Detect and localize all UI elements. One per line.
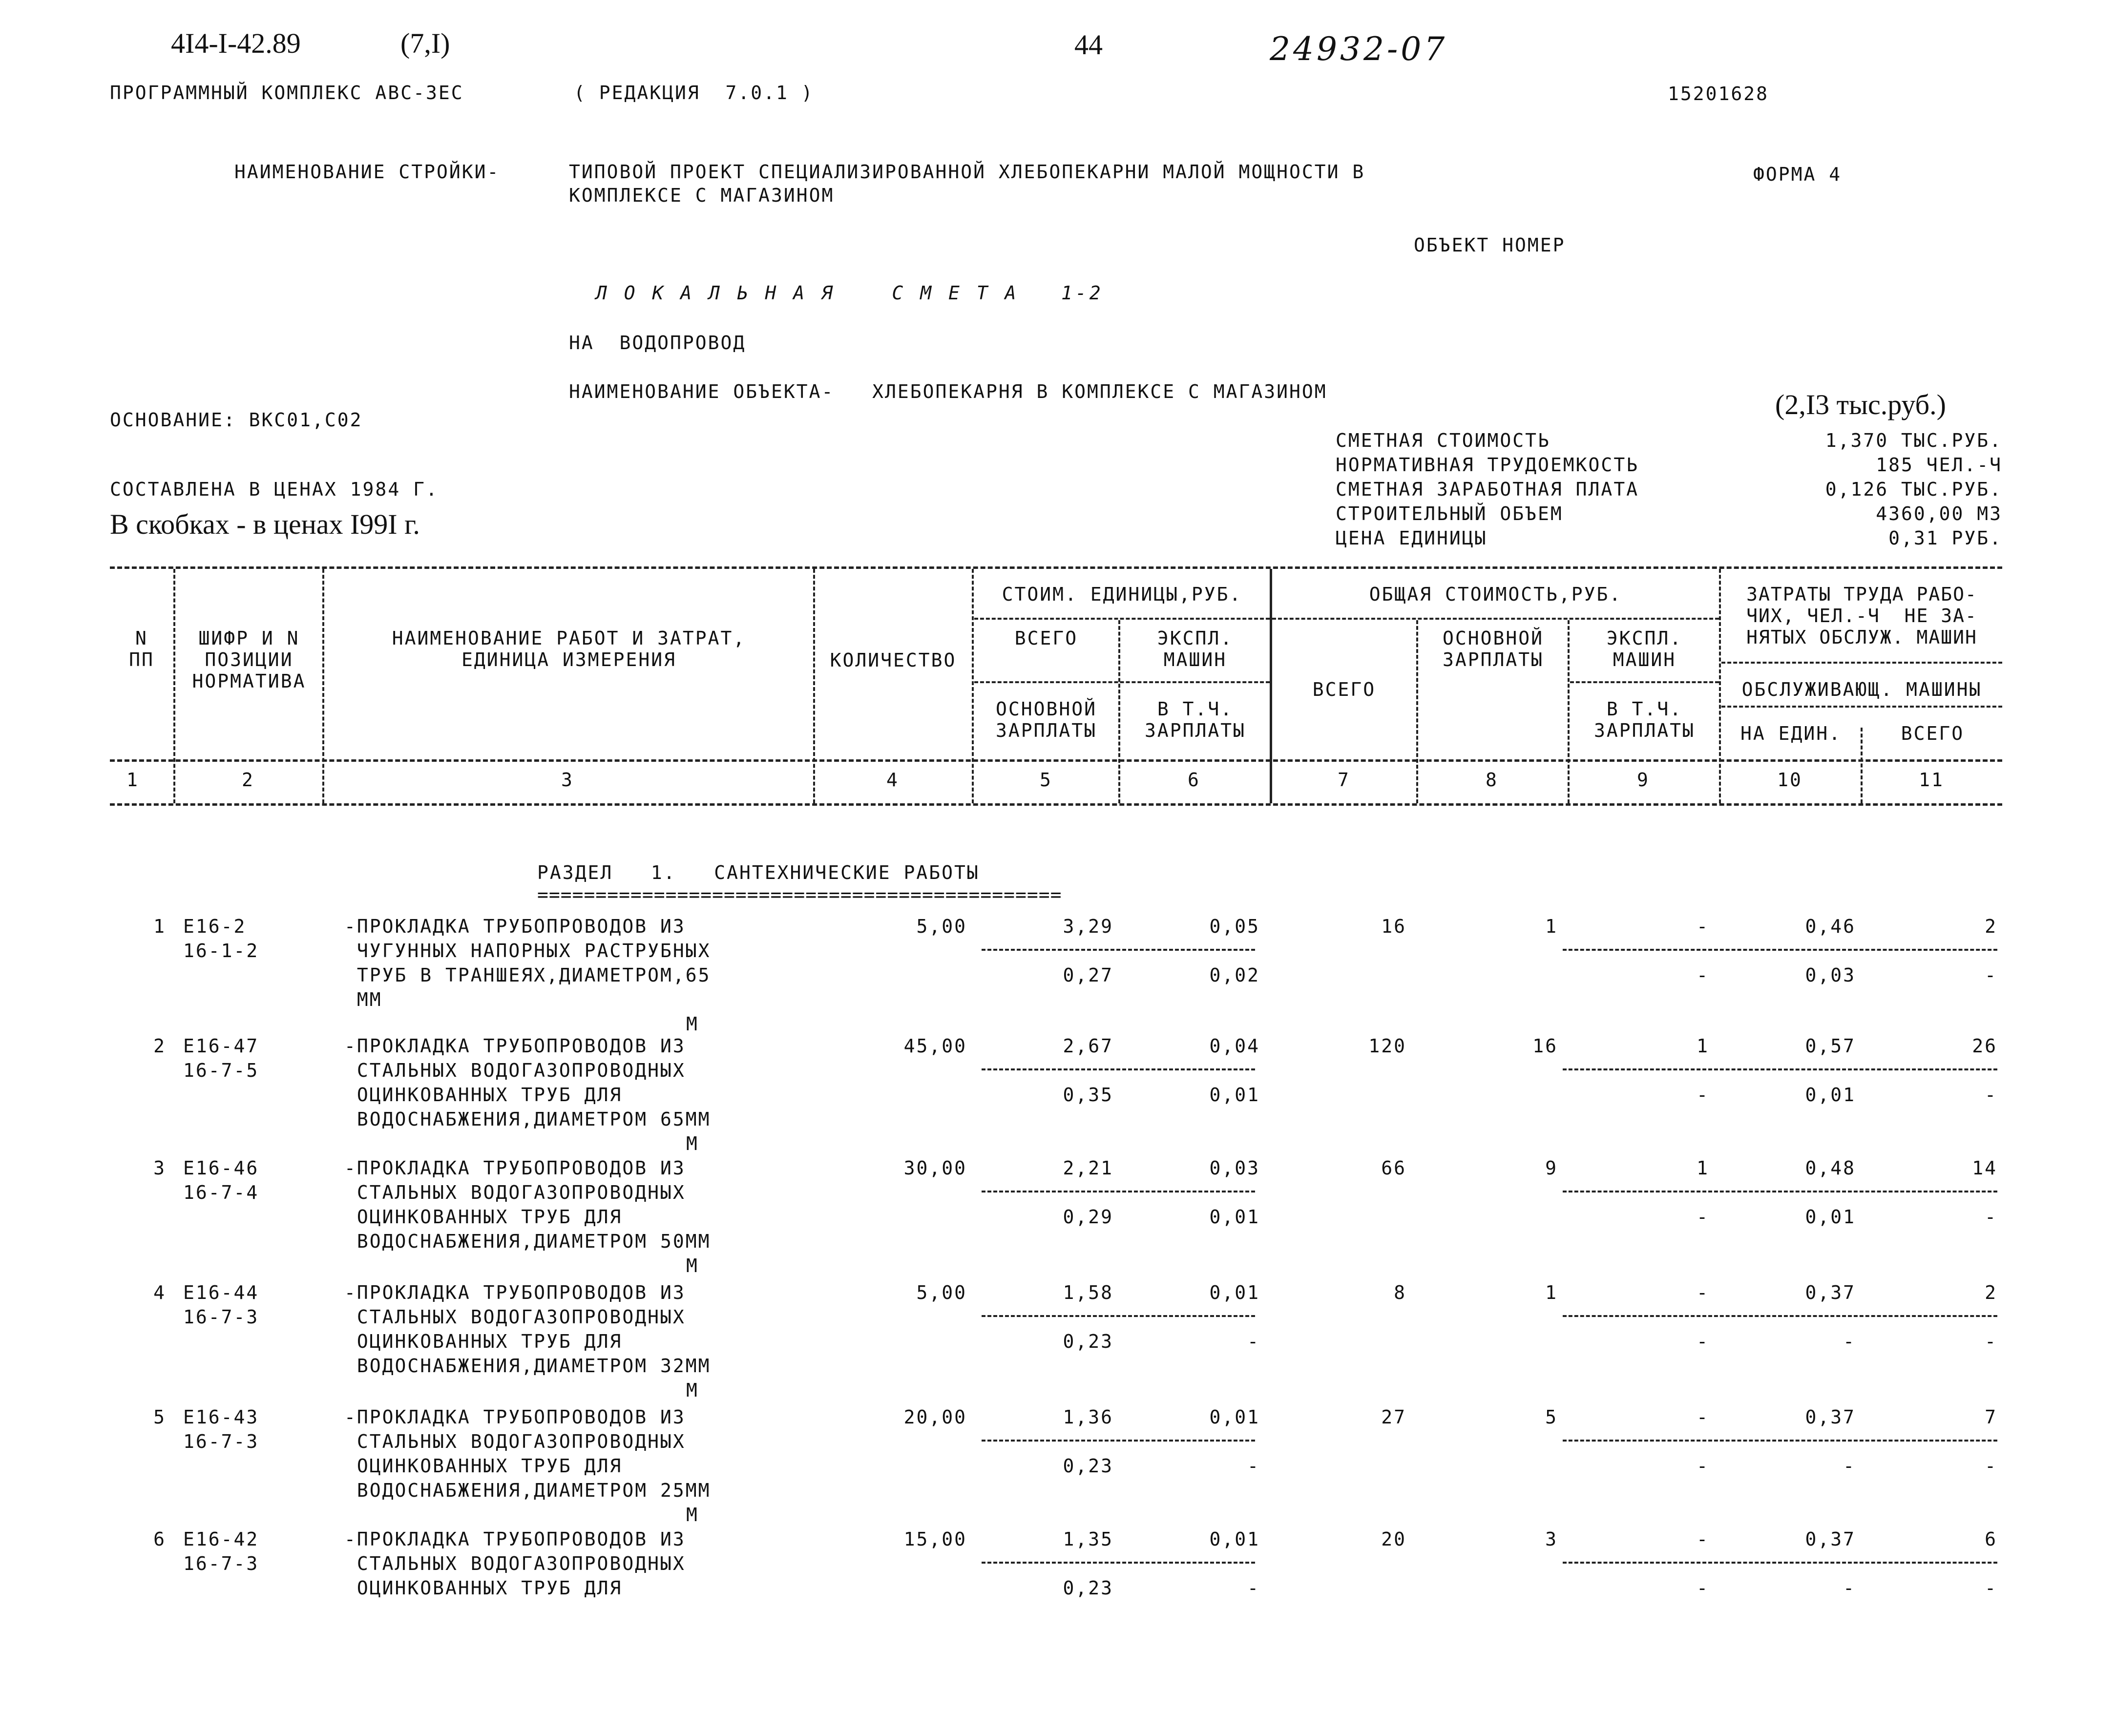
row-labor-total: 2 — [1985, 1282, 1997, 1303]
basis: ОСНОВАНИЕ: ВКС01,С02 — [110, 409, 363, 431]
summary-value: 4360,00 М3 — [1876, 503, 2002, 524]
row-code-2: 16-7-3 — [183, 1306, 259, 1328]
row-unit-pay-machines: - — [1247, 1577, 1260, 1599]
object-name: НАИМЕНОВАНИЕ ОБЪЕКТА- ХЛЕБОПЕКАРНЯ В КОМПЛЕКСЕ С МАГАЗИНОМ — [569, 381, 1327, 402]
row-number: 6 — [153, 1528, 166, 1550]
row-labor-unit-2: - — [1843, 1455, 1856, 1477]
column-number: 4 — [886, 769, 899, 791]
row-expl: - — [1697, 1282, 1709, 1303]
col-header-labor: ЗАТРАТЫ ТРУДА РАБО- ЧИХ, ЧЕЛ.-Ч НЕ ЗА- НЯТЫХ ОБСЛУЖ. МАШИН — [1746, 584, 1977, 648]
row-name-line: -ПРОКЛАДКА ТРУБОПРОВОДОВ ИЗ — [344, 1528, 686, 1550]
form-label: ФОРМА 4 — [1753, 164, 1842, 185]
col-header-qty: КОЛИЧЕСТВО — [830, 649, 957, 671]
volume: (7,I) — [400, 27, 450, 59]
row-name-line: -ПРОКЛАДКА ТРУБОПРОВОДОВ ИЗ — [344, 1406, 686, 1428]
row-name-line: ЧУГУННЫХ НАПОРНЫХ РАСТРУБНЫХ — [344, 940, 711, 962]
row-name-line: -ПРОКЛАДКА ТРУБОПРОВОДОВ ИЗ — [344, 1282, 686, 1303]
row-name-line: ВОДОСНАБЖЕНИЯ,ДИАМЕТРОМ 50ММ — [344, 1231, 711, 1252]
row-unit-total: 1,36 — [1063, 1406, 1113, 1428]
row-number: 1 — [153, 916, 166, 937]
col-header-name: НАИМЕНОВАНИЕ РАБОТ И ЗАТРАТ, ЕДИНИЦА ИЗМЕРЕНИЯ — [392, 627, 746, 670]
row-divider — [982, 949, 1255, 951]
row-pay-expl: - — [1697, 1084, 1709, 1106]
row-unit: М — [686, 1380, 699, 1401]
row-name-line: СТАЛЬНЫХ ВОДОГАЗОПРОВОДНЫХ — [344, 1306, 686, 1328]
row-labor-unit-2: 0,01 — [1805, 1084, 1856, 1106]
summary-label: НОРМАТИВНАЯ ТРУДОЕМКОСТЬ — [1336, 454, 1639, 476]
price-note: (2,I3 тыс.руб.) — [1775, 389, 1946, 420]
row-pay-expl: - — [1697, 964, 1709, 986]
row-expl: - — [1697, 916, 1709, 937]
row-unit-expl: 0,04 — [1209, 1035, 1260, 1057]
column-number: 5 — [1040, 769, 1052, 791]
row-unit-pay: 0,23 — [1063, 1331, 1113, 1352]
row-name-line: ММ — [344, 989, 382, 1010]
row-labor-total-2: - — [1985, 1084, 1997, 1106]
row-total: 66 — [1381, 1157, 1406, 1179]
row-labor-total: 14 — [1972, 1157, 1997, 1179]
row-unit-pay-machines: - — [1247, 1455, 1260, 1477]
row-expl: - — [1697, 1406, 1709, 1428]
program-name: ПРОГРАММНЫЙ КОМПЛЕКС АВС-3ЕС — [110, 82, 464, 104]
row-unit-pay-machines: - — [1247, 1331, 1260, 1352]
doc-code: 4I4-I-42.89 — [171, 27, 301, 59]
column-number: 8 — [1486, 769, 1498, 791]
row-base-pay: 9 — [1545, 1157, 1558, 1179]
section-title: РАЗДЕЛ 1. САНТЕХНИЧЕСКИЕ РАБОТЫ — [537, 862, 980, 883]
row-unit-pay: 0,23 — [1063, 1577, 1113, 1599]
row-base-pay: 16 — [1532, 1035, 1558, 1057]
compiled-in-prices: СОСТАВЛЕНА В ЦЕНАХ 1984 Г. — [110, 479, 439, 500]
row-qty: 30,00 — [903, 1157, 967, 1179]
row-unit-pay: 0,23 — [1063, 1455, 1113, 1477]
col-header-all: ВСЕГО — [1312, 679, 1376, 700]
row-qty: 15,00 — [903, 1528, 967, 1550]
row-code: Е16-46 — [183, 1157, 259, 1179]
row-unit-expl: 0,01 — [1209, 1406, 1260, 1428]
column-number: 11 — [1919, 769, 1944, 791]
column-number: 10 — [1777, 769, 1802, 791]
summary-label: СМЕТНАЯ СТОИМОСТЬ — [1336, 430, 1550, 451]
row-labor-total: 7 — [1985, 1406, 1997, 1428]
row-code: Е16-44 — [183, 1282, 259, 1303]
row-base-pay: 1 — [1545, 1282, 1558, 1303]
row-code: Е16-42 — [183, 1528, 259, 1550]
row-name-line: ОЦИНКОВАННЫХ ТРУБ ДЛЯ — [344, 1331, 623, 1352]
row-expl: 1 — [1697, 1035, 1709, 1057]
row-pay-expl: - — [1697, 1331, 1709, 1352]
column-number: 6 — [1188, 769, 1200, 791]
row-labor-unit-2: 0,01 — [1805, 1206, 1856, 1228]
column-number: 3 — [561, 769, 574, 791]
row-unit-pay-machines: 0,01 — [1209, 1206, 1260, 1228]
row-total: 16 — [1381, 916, 1406, 937]
row-code: Е16-2 — [183, 916, 247, 937]
row-qty: 5,00 — [916, 916, 967, 937]
row-number: 5 — [153, 1406, 166, 1428]
col-header-labor-sub: ОБСЛУЖИВАЮЩ. МАШИНЫ — [1741, 679, 1982, 700]
row-name-line: ВОДОСНАБЖЕНИЯ,ДИАМЕТРОМ 32ММ — [344, 1355, 711, 1377]
row-divider — [982, 1562, 1255, 1564]
code-number: 15201628 — [1668, 83, 1769, 105]
row-divider — [982, 1068, 1255, 1070]
row-labor-unit: 0,37 — [1805, 1282, 1856, 1303]
construction-line-2: КОМПЛЕКСЕ С МАГАЗИНОМ — [569, 185, 835, 206]
row-divider — [1563, 1562, 1997, 1564]
row-total: 27 — [1381, 1406, 1406, 1428]
handwritten-number: 24932-07 — [1270, 30, 1448, 68]
row-unit-pay-machines: 0,01 — [1209, 1084, 1260, 1106]
row-divider — [982, 1440, 1255, 1442]
row-labor-total: 2 — [1985, 916, 1997, 937]
row-total: 8 — [1394, 1282, 1406, 1303]
row-divider — [1563, 1440, 1997, 1442]
row-name-line: -ПРОКЛАДКА ТРУБОПРОВОДОВ ИЗ — [344, 916, 686, 937]
object-number: ОБЪЕКТ НОМЕР — [1414, 234, 1566, 256]
row-code-2: 16-7-3 — [183, 1431, 259, 1452]
col-header-base-pay: ОСНОВНОЙ ЗАРПЛАТЫ — [1442, 627, 1544, 670]
row-unit-expl: 0,03 — [1209, 1157, 1260, 1179]
col-header-total-cost: ОБЩАЯ СТОИМОСТЬ,РУБ. — [1369, 584, 1622, 605]
row-expl: 1 — [1697, 1157, 1709, 1179]
row-name-line: ТРУБ В ТРАНШЕЯХ,ДИАМЕТРОМ,65 — [344, 964, 711, 986]
row-base-pay: 1 — [1545, 916, 1558, 937]
row-labor-total-2: - — [1985, 1577, 1997, 1599]
construction-label: НАИМЕНОВАНИЕ СТРОЙКИ- — [234, 161, 500, 183]
row-pay-expl: - — [1697, 1577, 1709, 1599]
row-unit-total: 1,35 — [1063, 1528, 1113, 1550]
row-unit-pay: 0,27 — [1063, 964, 1113, 986]
row-total: 20 — [1381, 1528, 1406, 1550]
row-number: 2 — [153, 1035, 166, 1057]
row-code-2: 16-7-5 — [183, 1060, 259, 1081]
row-unit: М — [686, 1504, 699, 1526]
edition: ( РЕДАКЦИЯ 7.0.1 ) — [574, 82, 814, 104]
col-header-incl-pay: В Т.Ч. ЗАРПЛАТЫ — [1593, 698, 1696, 741]
row-name-line: -ПРОКЛАДКА ТРУБОПРОВОДОВ ИЗ — [344, 1035, 686, 1057]
column-number: 2 — [242, 769, 254, 791]
row-unit-pay: 0,35 — [1063, 1084, 1113, 1106]
row-unit-expl: 0,05 — [1209, 916, 1260, 937]
construction-line-1: ТИПОВОЙ ПРОЕКТ СПЕЦИАЛИЗИРОВАННОЙ ХЛЕБОПЕКАРНИ МАЛОЙ МОЩНОСТИ В — [569, 161, 1365, 183]
row-name-line: ВОДОСНАБЖЕНИЯ,ДИАМЕТРОМ 25ММ — [344, 1480, 711, 1501]
row-base-pay: 3 — [1545, 1528, 1558, 1550]
row-unit-pay: 0,29 — [1063, 1206, 1113, 1228]
col-header-unit-total: ВСЕГО — [1014, 627, 1078, 649]
row-name-line: СТАЛЬНЫХ ВОДОГАЗОПРОВОДНЫХ — [344, 1553, 686, 1574]
row-labor-total-2: - — [1985, 1206, 1997, 1228]
row-divider — [982, 1315, 1255, 1317]
row-unit-expl: 0,01 — [1209, 1528, 1260, 1550]
row-labor-total-2: - — [1985, 1455, 1997, 1477]
row-labor-total: 26 — [1972, 1035, 1997, 1057]
row-name-line: ОЦИНКОВАННЫХ ТРУБ ДЛЯ — [344, 1206, 623, 1228]
row-divider — [1563, 1191, 1997, 1192]
estimate-on: НА ВОДОПРОВОД — [569, 332, 746, 354]
col-header-expl: ЭКСПЛ. МАШИН — [1606, 627, 1683, 670]
row-unit-total: 2,21 — [1063, 1157, 1113, 1179]
row-total: 120 — [1368, 1035, 1406, 1057]
row-labor-unit: 0,37 — [1805, 1528, 1856, 1550]
row-name-line: СТАЛЬНЫХ ВОДОГАЗОПРОВОДНЫХ — [344, 1431, 686, 1452]
section-underline: ============================================= — [537, 884, 1062, 905]
col-header-code: ШИФР И N ПОЗИЦИИ НОРМАТИВА — [192, 627, 306, 692]
row-base-pay: 5 — [1545, 1406, 1558, 1428]
row-pay-expl: - — [1697, 1455, 1709, 1477]
row-number: 3 — [153, 1157, 166, 1179]
row-name-line: ВОДОСНАБЖЕНИЯ,ДИАМЕТРОМ 65ММ — [344, 1109, 711, 1130]
summary-label: СТРОИТЕЛЬНЫЙ ОБЪЕМ — [1336, 503, 1563, 524]
row-name-line: СТАЛЬНЫХ ВОДОГАЗОПРОВОДНЫХ — [344, 1060, 686, 1081]
row-name-line: ОЦИНКОВАННЫХ ТРУБ ДЛЯ — [344, 1084, 623, 1106]
row-labor-total-2: - — [1985, 964, 1997, 986]
row-unit: М — [686, 1133, 699, 1154]
summary-value: 1,370 ТЫС.РУБ. — [1825, 430, 2002, 451]
estimate-title: Л О К А Л Ь Н А Я С М Е Т А 1-2 — [596, 282, 1104, 304]
row-unit: М — [686, 1013, 699, 1035]
row-pay-expl: - — [1697, 1206, 1709, 1228]
col-header-n: N ПП — [129, 627, 154, 670]
row-divider — [1563, 1068, 1997, 1070]
column-number: 1 — [126, 769, 139, 791]
row-name-line: ОЦИНКОВАННЫХ ТРУБ ДЛЯ — [344, 1455, 623, 1477]
row-name-line: -ПРОКЛАДКА ТРУБОПРОВОДОВ ИЗ — [344, 1157, 686, 1179]
page-number: 44 — [1074, 29, 1103, 61]
row-expl: - — [1697, 1528, 1709, 1550]
row-unit-total: 2,67 — [1063, 1035, 1113, 1057]
row-code: Е16-47 — [183, 1035, 259, 1057]
row-name-line: ОЦИНКОВАННЫХ ТРУБ ДЛЯ — [344, 1577, 623, 1599]
col-header-all-2: ВСЕГО — [1901, 723, 1965, 744]
row-code-2: 16-1-2 — [183, 940, 259, 962]
row-labor-unit: 0,48 — [1805, 1157, 1856, 1179]
row-labor-total-2: - — [1985, 1331, 1997, 1352]
col-header-unit-expl: ЭКСПЛ. МАШИН — [1157, 627, 1234, 670]
row-labor-unit-2: 0,03 — [1805, 964, 1856, 986]
row-code-2: 16-7-4 — [183, 1182, 259, 1203]
row-labor-unit: 0,57 — [1805, 1035, 1856, 1057]
row-unit: М — [686, 1255, 699, 1276]
summary-value: 0,31 РУБ. — [1888, 527, 2002, 549]
column-number: 9 — [1637, 769, 1650, 791]
row-qty: 5,00 — [916, 1282, 967, 1303]
row-labor-unit: 0,46 — [1805, 916, 1856, 937]
row-unit-total: 3,29 — [1063, 916, 1113, 937]
col-header-per-unit: НА ЕДИН. — [1740, 723, 1842, 744]
row-code-2: 16-7-3 — [183, 1553, 259, 1574]
row-code: Е16-43 — [183, 1406, 259, 1428]
row-labor-unit-2: - — [1843, 1331, 1856, 1352]
row-divider — [1563, 949, 1997, 951]
row-name-line: СТАЛЬНЫХ ВОДОГАЗОПРОВОДНЫХ — [344, 1182, 686, 1203]
row-qty: 20,00 — [903, 1406, 967, 1428]
row-qty: 45,00 — [903, 1035, 967, 1057]
summary-label: ЦЕНА ЕДИНИЦЫ — [1336, 527, 1487, 549]
col-header-unit-cost: СТОИМ. ЕДИНИЦЫ,РУБ. — [1002, 584, 1242, 605]
col-header-unit-base-pay: ОСНОВНОЙ ЗАРПЛАТЫ — [995, 698, 1097, 741]
summary-value: 0,126 ТЫС.РУБ. — [1825, 479, 2002, 500]
brackets-note: В скобках - в ценах I99I г. — [110, 508, 420, 540]
col-header-unit-incl-pay: В Т.Ч. ЗАРПЛАТЫ — [1144, 698, 1246, 741]
row-labor-total: 6 — [1985, 1528, 1997, 1550]
summary-value: 185 ЧЕЛ.-Ч — [1876, 454, 2002, 476]
row-unit-total: 1,58 — [1063, 1282, 1113, 1303]
row-number: 4 — [153, 1282, 166, 1303]
row-divider — [1563, 1315, 1997, 1317]
row-unit-expl: 0,01 — [1209, 1282, 1260, 1303]
row-unit-pay-machines: 0,02 — [1209, 964, 1260, 986]
column-number: 7 — [1338, 769, 1350, 791]
row-divider — [982, 1191, 1255, 1192]
row-labor-unit: 0,37 — [1805, 1406, 1856, 1428]
row-labor-unit-2: - — [1843, 1577, 1856, 1599]
summary-label: СМЕТНАЯ ЗАРАБОТНАЯ ПЛАТА — [1336, 479, 1639, 500]
